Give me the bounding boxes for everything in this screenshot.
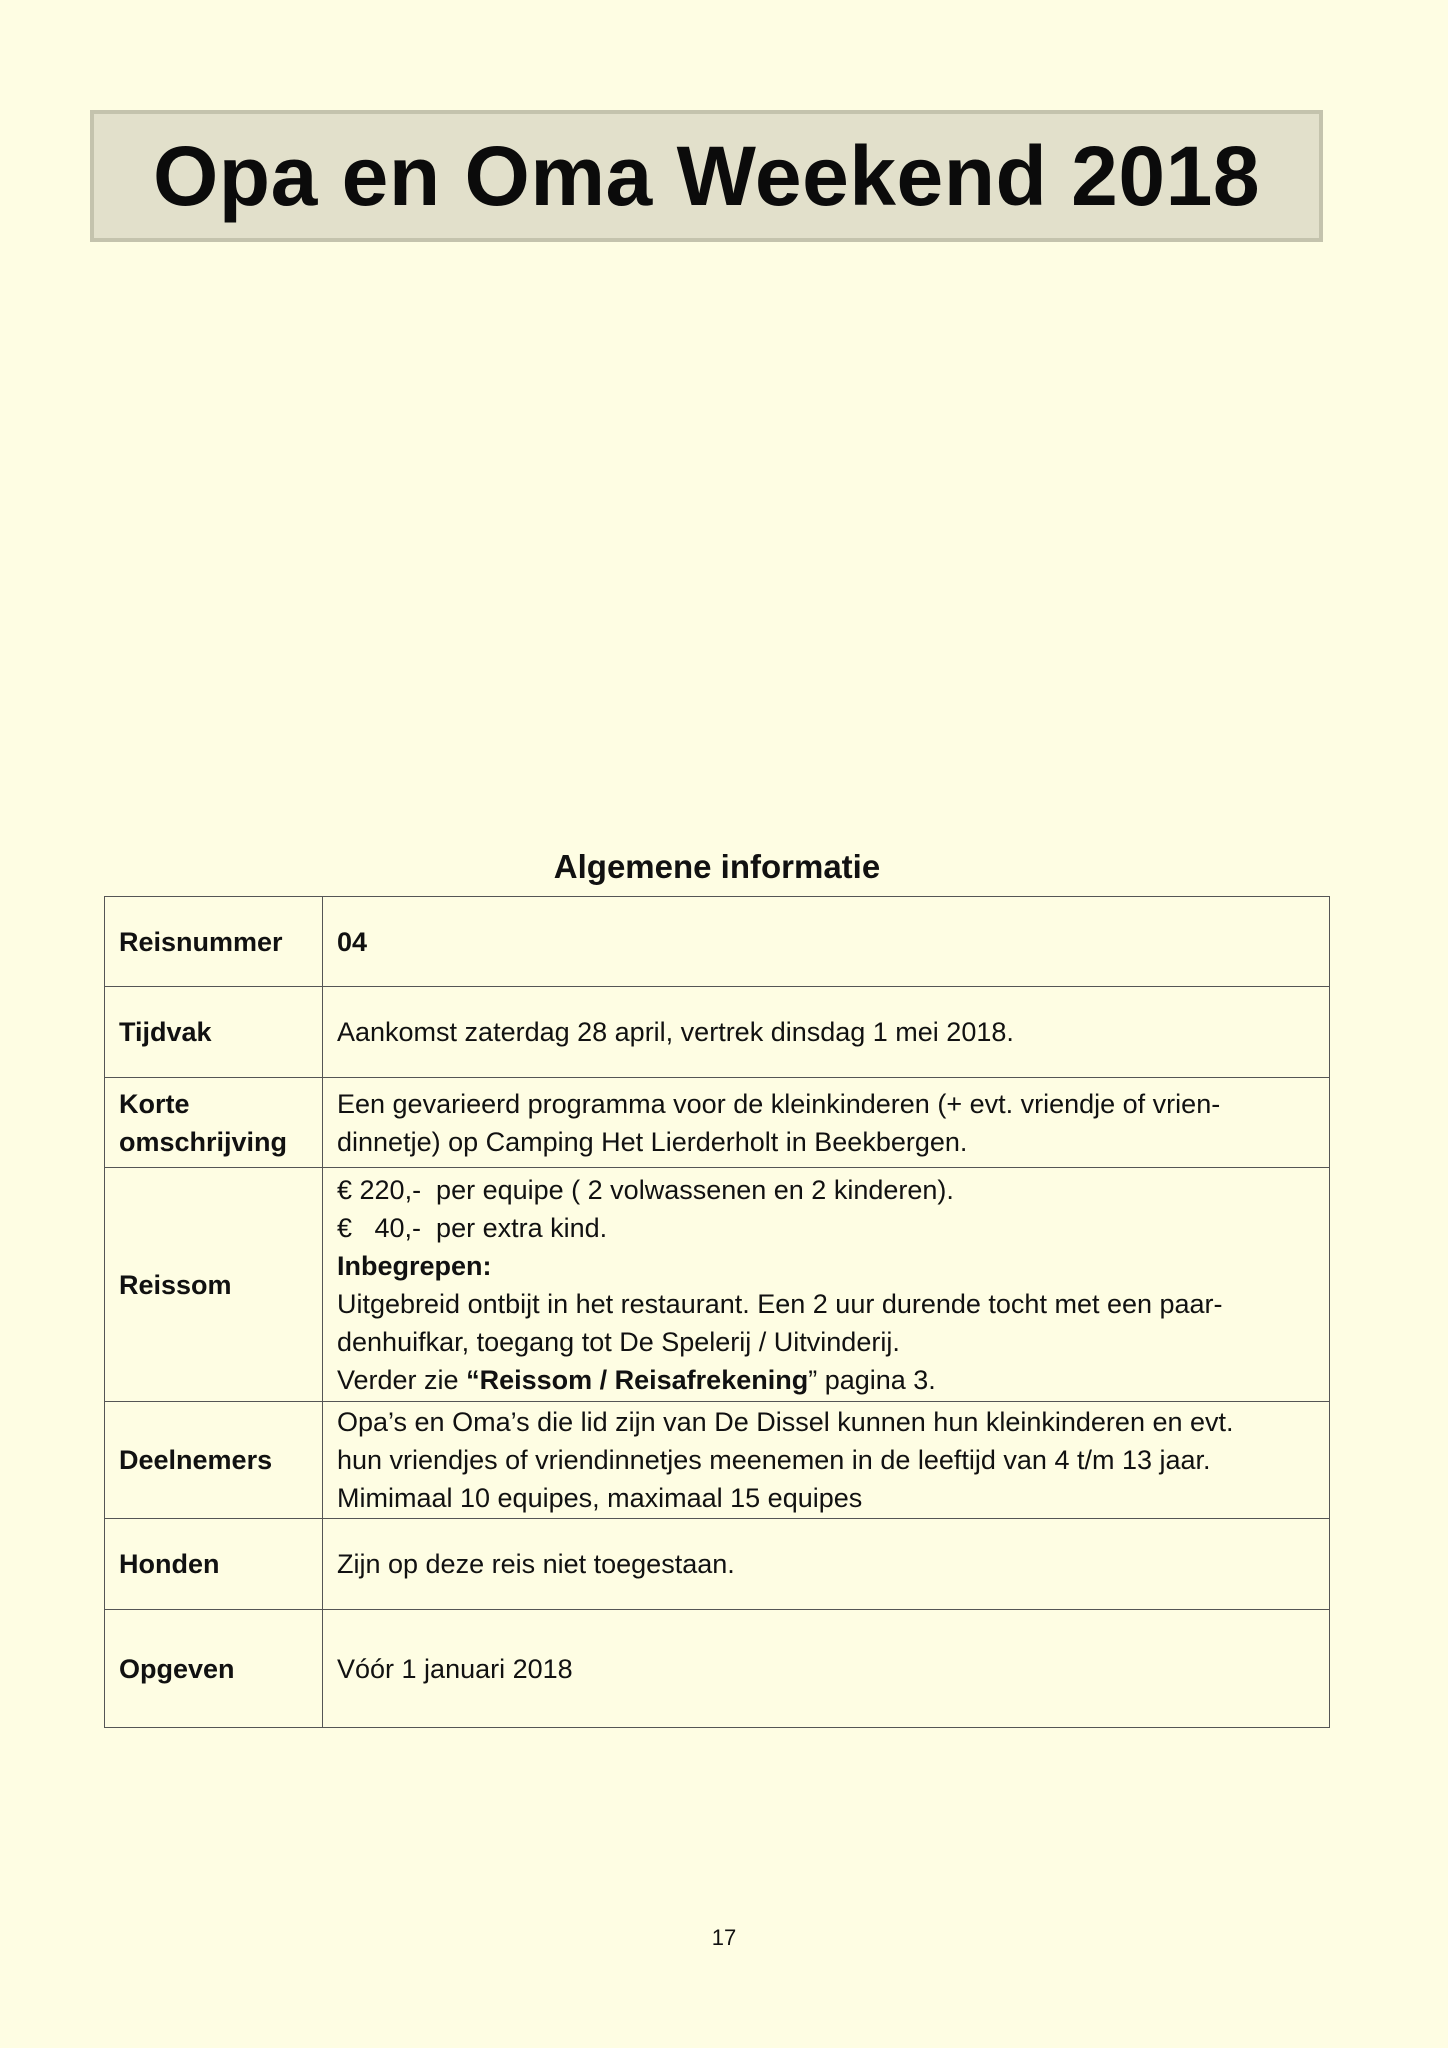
- text-line: Mimimaal 10 equipes, maximaal 15 equipes: [337, 1483, 863, 1513]
- text-line: Uitgebreid ontbijt in het restaurant. Een 2 uur durende tocht met een paar-: [337, 1288, 1223, 1319]
- section-heading: Algemene informatie: [553, 848, 881, 885]
- row-value-tijdvak: Aankomst zaterdag 28 april, vertrek dinsdag 1 mei 2018.: [323, 987, 1330, 1078]
- row-label-opgeven: Opgeven: [105, 1610, 323, 1728]
- text-line: Een gevarieerd programma voor de kleinkinderen (+ evt. vriendje of vrien-: [337, 1088, 1221, 1119]
- row-value-reisnummer: 04: [323, 897, 1330, 987]
- table-row: [105, 1168, 1330, 1402]
- price-line: € 40,- per extra kind.: [337, 1212, 608, 1243]
- row-label-deelnemers: Deelnemers: [105, 1402, 323, 1519]
- row-label-omschrijving: [105, 1078, 323, 1168]
- table-row: [105, 1078, 1330, 1168]
- reference-prefix: Verder zie: [337, 1364, 467, 1395]
- row-value-omschrijving: [323, 1078, 1330, 1168]
- page-number: 17: [711, 1925, 737, 1950]
- text-line: hun vriendjes of vriendinnetjes meenemen in de leeftijd van 4 t/m 13 jaar.: [337, 1445, 1211, 1475]
- row-label-honden: Honden: [105, 1519, 323, 1610]
- title-box: [90, 110, 1323, 242]
- included-heading: Inbegrepen:: [337, 1250, 492, 1281]
- row-value-honden: Zijn op deze reis niet toegestaan.: [323, 1519, 1330, 1610]
- row-value-opgeven: Vóór 1 januari 2018: [323, 1610, 1330, 1728]
- text-line: Opa’s en Oma’s die lid zijn van De Dissel kunnen hun kleinkinderen en evt.: [337, 1407, 1234, 1437]
- row-value-deelnemers: [323, 1402, 1330, 1519]
- row-label-reisnummer: Reisnummer: [105, 897, 323, 987]
- price-line: € 220,- per equipe ( 2 volwassenen en 2 kinderen).: [337, 1174, 954, 1205]
- row-label-tijdvak: Tijdvak: [105, 987, 323, 1078]
- info-table: [104, 896, 1330, 1728]
- reference-suffix: ” pagina 3.: [808, 1364, 936, 1395]
- label-line: omschrijving: [119, 1126, 288, 1157]
- reference-line: [337, 1361, 1315, 1399]
- text-line: denhuifkar, toegang tot De Spelerij / Uitvinderij.: [337, 1326, 900, 1357]
- reference-title: “Reissom / Reisafrekening: [466, 1364, 809, 1395]
- table-row: [105, 1402, 1330, 1519]
- table-row: [105, 1519, 1330, 1610]
- table-row: [105, 1610, 1330, 1728]
- row-label-reissom: Reissom: [105, 1168, 323, 1402]
- row-value-reissom: [323, 1168, 1330, 1402]
- table-row: [105, 897, 1330, 987]
- text-line: dinnetje) op Camping Het Lierderholt in Beekbergen.: [337, 1126, 968, 1157]
- table-row: [105, 987, 1330, 1078]
- page-title: Opa en Oma Weekend 2018: [152, 128, 1261, 223]
- label-line: Korte: [119, 1088, 190, 1119]
